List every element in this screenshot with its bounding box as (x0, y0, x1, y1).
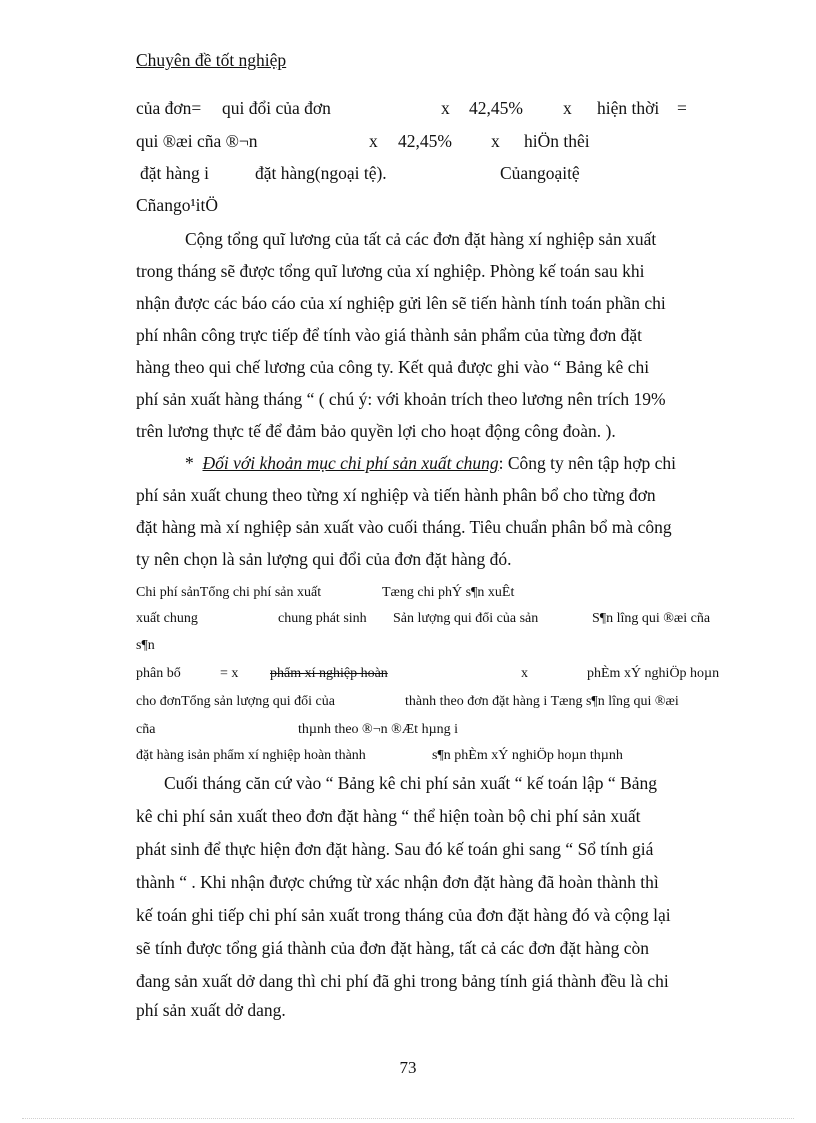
formula-text: Chi phí sảnTổng chi phí sản xuất (136, 585, 322, 600)
formula-text: xuất chung (136, 611, 198, 626)
formula-text: thành theo đơn đặt hàng i Tæng s¶n lîng qui ®æi (405, 694, 679, 709)
formula-text: x (491, 131, 500, 151)
formula-text: phân bổ (136, 666, 181, 681)
paragraph-text: : Công ty nên tập hợp chi (498, 453, 677, 473)
paragraph-line: phí nhân công trực tiếp để tính vào giá thành sản phẩm của từng đơn đặt (136, 325, 642, 345)
paragraph-line: trên lương thực tế để đảm bảo quyền lợi cho hoạt động công đoàn. ). (136, 421, 616, 441)
paragraph-line: phát sinh để thực hiện đơn đặt hàng. Sau đó kế toán ghi sang “ Sổ tính giá (136, 839, 654, 859)
paragraph-line: thành “ . Khi nhận được chứng từ xác nhận đơn đặt hàng đã hoàn thành thì (136, 872, 659, 892)
paragraph-line: phí sản xuất hàng tháng “ ( chú ý: với khoản trích theo lương nên trích 19% (136, 389, 666, 409)
formula-text: S¶n lîng qui ®æi cña (592, 611, 711, 626)
formula-text: = (677, 98, 687, 118)
paragraph-line: đang sản xuất dở dang thì chi phí đã ghi trong bảng tính giá thành đều là chi (136, 971, 669, 991)
formula-text: đặt hàng i (140, 163, 210, 183)
formula-text: của đơn= (136, 98, 202, 118)
formula-text: Sản lượng qui đổi của sản (393, 611, 539, 626)
formula-text: x (521, 666, 528, 681)
formula-text: qui đổi của đơn (222, 98, 331, 118)
formula-text: chung phát sinh (278, 611, 367, 626)
page-number: 73 (399, 1058, 417, 1077)
formula-text: hiện thời (597, 98, 660, 118)
paragraph-line: sẽ tính được tổng giá thành của đơn đặt hàng, tất cả các đơn đặt hàng còn (136, 938, 649, 958)
formula-text: = x (220, 666, 239, 681)
section-heading: Đối với khoản mục chi phí sản xuất chung (202, 453, 499, 473)
paragraph-line: phí sản xuất dở dang. (136, 1000, 286, 1020)
formula-text: s¶n (136, 638, 155, 653)
formula-text: đặt hàng(ngoại tệ). (255, 163, 387, 183)
page-header: Chuyên đề tốt nghiệp (136, 50, 287, 70)
formula-text: x (369, 131, 378, 151)
paragraph-line: Cộng tổng quĩ lương của tất cả các đơn đặt hàng xí nghiệp sản xuất (185, 229, 657, 249)
formula-text: thµnh theo ®¬n ®Æt hµng i (298, 722, 459, 737)
paragraph-line: hàng theo qui chế lương của công ty. Kết quả được ghi vào “ Bảng kê chi (136, 357, 650, 377)
formula-text: Cñango¹itÖ (136, 195, 219, 215)
paragraph-line: phí sản xuất chung theo từng xí nghiệp và tiến hành phân bổ cho từng đơn (136, 485, 656, 505)
formula-text: cho đơnTổng sản lượng qui đổi của (136, 694, 335, 709)
formula-text: đặt hàng isản phẩm xí nghiệp hoàn thành (136, 748, 366, 763)
formula-text: Tæng chi phÝ s¶n xuÊt (382, 585, 515, 600)
formula-text: x (563, 98, 572, 118)
formula-text: cña (136, 722, 156, 737)
paragraph-line: ty nên chọn là sản lượng qui đổi của đơn đặt hàng đó. (136, 549, 512, 569)
formula-text: Củangoạitệ (500, 163, 580, 183)
paragraph-line (185, 453, 676, 473)
paragraph-line: nhận được các báo cáo của xí nghiệp gửi lên sẽ tiến hành tính toán phần chi (136, 293, 666, 313)
page-divider (22, 1118, 794, 1119)
formula-text: phÈm xÝ nghiÖp hoµn (587, 666, 720, 681)
formula-text: qui ®æi cña ®¬n (136, 131, 258, 151)
formula-text: phẩm xí nghiệp hoàn (270, 666, 388, 681)
formula-text: hiÖn thêi (524, 131, 590, 151)
paragraph-line: đặt hàng mà xí nghiệp sản xuất vào cuối tháng. Tiêu chuẩn phân bổ mà công (136, 517, 672, 537)
paragraph-line: kế toán ghi tiếp chi phí sản xuất trong tháng của đơn đặt hàng đó và cộng lại (136, 905, 671, 925)
paragraph-line: Cuối tháng căn cứ vào “ Bảng kê chi phí sản xuất “ kế toán lập “ Bảng (164, 773, 658, 793)
formula-text: s¶n phÈm xÝ nghiÖp hoµn thµnh (432, 748, 623, 763)
formula-text: x (441, 98, 450, 118)
bullet: * (185, 453, 194, 473)
paragraph-line: trong tháng sẽ được tổng quĩ lương của xí nghiệp. Phòng kế toán sau khi (136, 261, 645, 281)
formula-text: 42,45% (398, 131, 452, 151)
paragraph-line: kê chi phí sản xuất theo đơn đặt hàng “ thể hiện toàn bộ chi phí sản xuất (136, 806, 641, 826)
formula-text: 42,45% (469, 98, 523, 118)
